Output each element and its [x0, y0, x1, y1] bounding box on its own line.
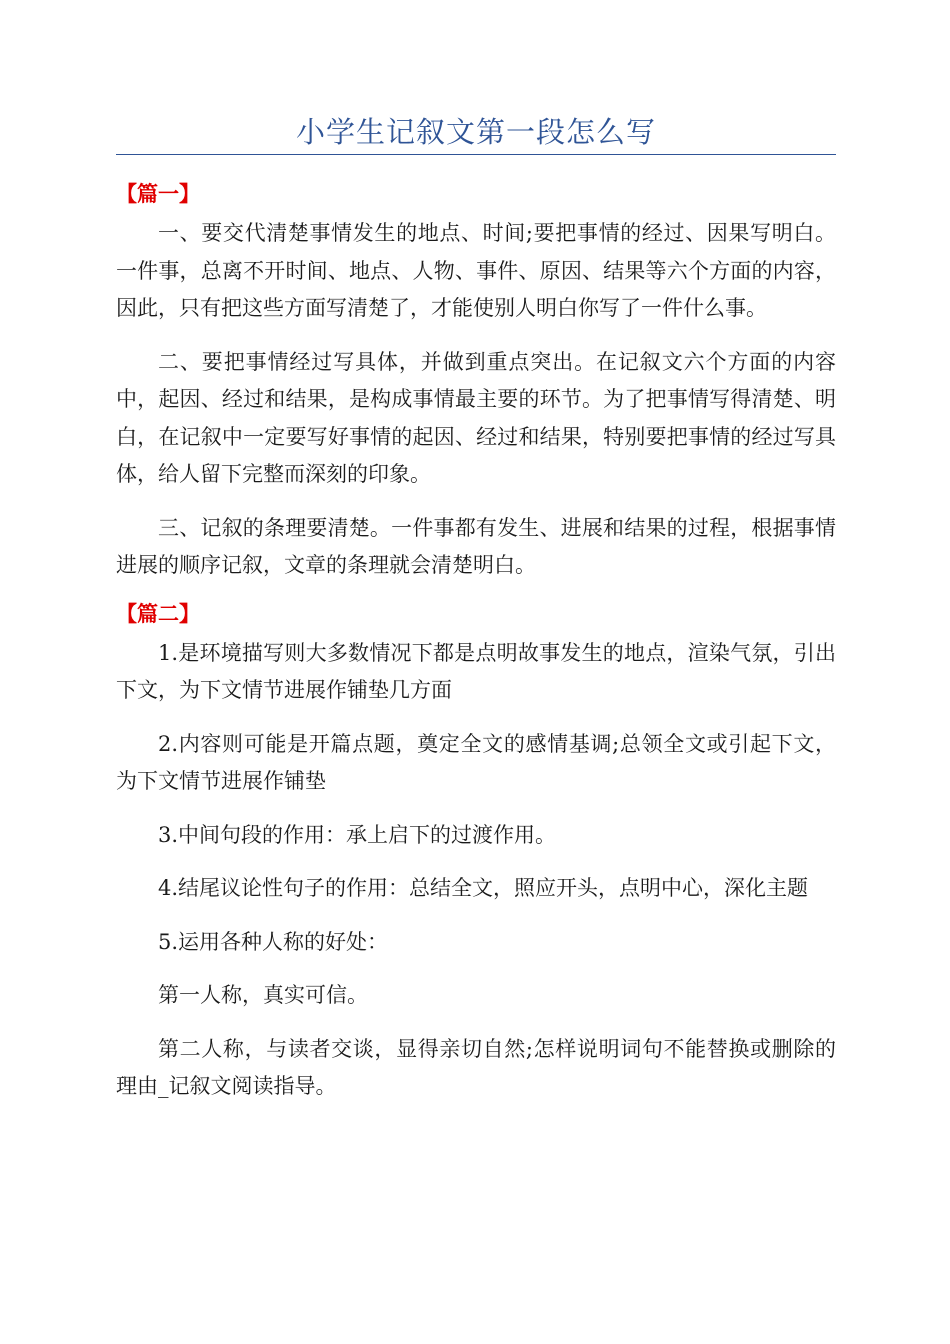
paragraph: 4.结尾议论性句子的作用：总结全文，照应开头，点明中心，深化主题 [158, 876, 809, 900]
paragraph: 第一人称，真实可信。 [158, 983, 368, 1007]
section-2 [116, 599, 836, 1106]
paragraph: 2.内容则可能是开篇点题，奠定全文的感情基调;总领全文或引起下文，为下文情节进展作铺垫 [116, 731, 836, 793]
paragraph: 第二人称，与读者交谈，显得亲切自然;怎样说明词句不能替换或删除的理由_记叙文阅读指导。 [116, 1036, 836, 1098]
paragraph: 5.运用各种人称的好处： [158, 929, 389, 954]
paragraph: 一、要交代清楚事情发生的地点、时间;要把事情的经过、因果写明白。一件事，总离不开时间、地点、人物、事件、原因、结果等六个方面的内容，因此，只有把这些方面写清楚了，才能使别人明白你写了一件什么事。 [116, 221, 836, 320]
section-1 [116, 179, 836, 585]
paragraph: 1.是环境描写则大多数情况下都是点明故事发生的地点，渲染气氛，引出下文，为下文情节进展作铺垫几方面 [116, 640, 836, 702]
section-heading: 【篇二】 [116, 600, 200, 626]
paragraph: 3.中间句段的作用：承上启下的过渡作用。 [158, 822, 557, 847]
paragraph: 二、要把事情经过写具体，并做到重点突出。在记叙文六个方面的内容中，起因、经过和结果，是构成事情最主要的环节。为了把事情写得清楚、明白，在记叙中一定要写好事情的起因、经过和结果，特别要把事情的经过写具体，给人留下完整而深刻的印象。 [116, 349, 836, 486]
document-title: 小学生记叙文第一段怎么写 [295, 115, 656, 149]
document-page [116, 112, 836, 1106]
section-heading: 【篇一】 [116, 181, 200, 206]
paragraph: 三、记叙的条理要清楚。一件事都有发生、进展和结果的过程，根据事情进展的顺序记叙，文章的条理就会清楚明白。 [116, 515, 836, 577]
title-underline [116, 154, 836, 155]
